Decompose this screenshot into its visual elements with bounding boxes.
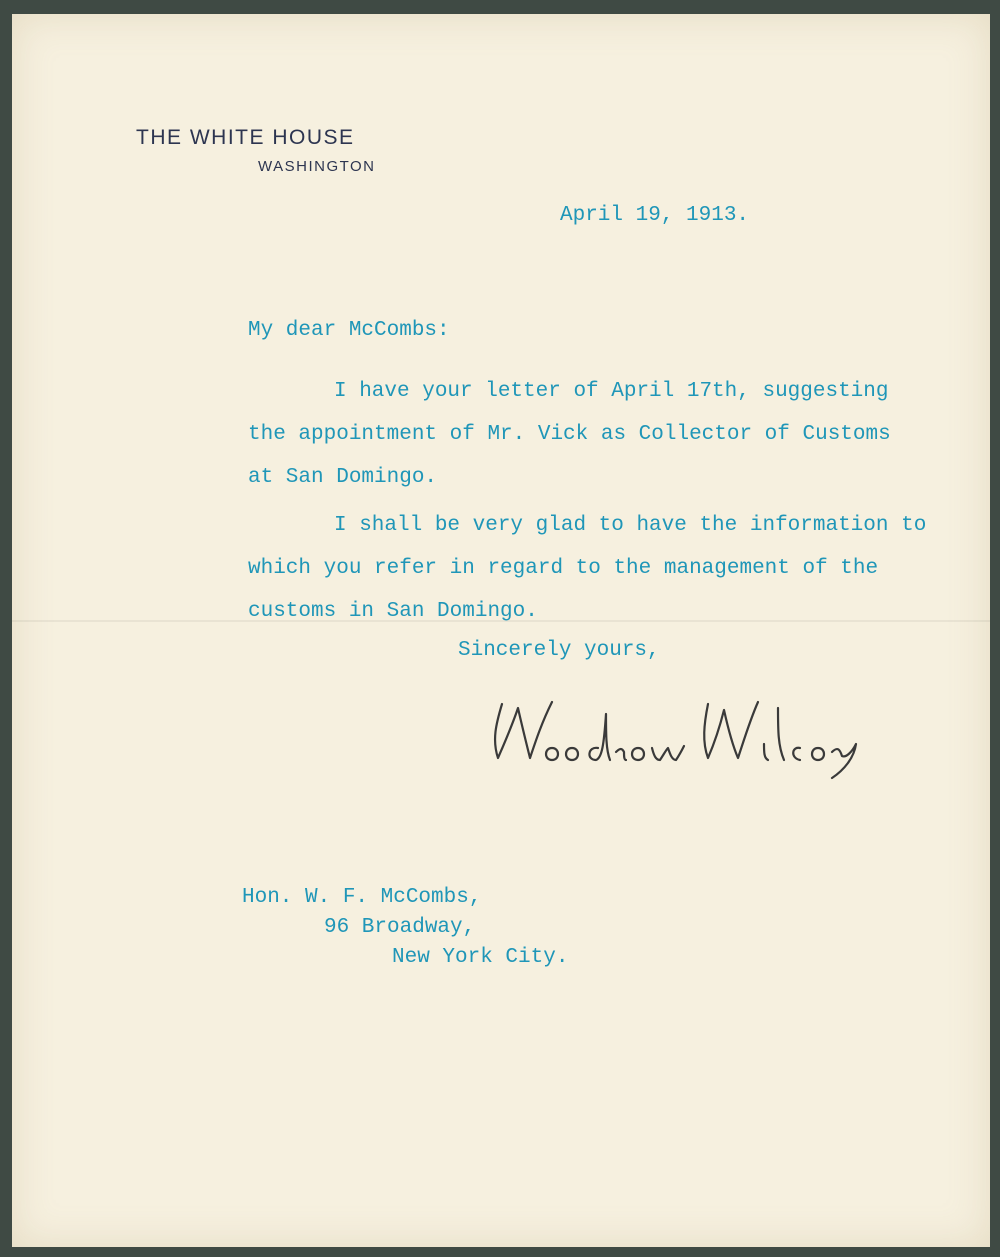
closing: Sincerely yours,	[458, 639, 660, 662]
paragraph-2-line: I shall be very glad to have the information to	[334, 514, 927, 537]
letter-page	[12, 14, 990, 1247]
paragraph-2-line: customs in San Domingo.	[248, 600, 538, 623]
paragraph-1-line: I have your letter of April 17th, suggesting	[334, 380, 889, 403]
address-line-city: New York City.	[392, 946, 569, 969]
letterhead-title: THE WHITE HOUSE	[136, 126, 355, 149]
salutation: My dear McCombs:	[248, 319, 450, 342]
address-line-street: 96 Broadway,	[324, 916, 476, 939]
signature	[482, 674, 862, 784]
address-line-name: Hon. W. F. McCombs,	[242, 886, 482, 909]
paragraph-2	[248, 504, 926, 633]
letter-date: April 19, 1913.	[560, 204, 750, 227]
paragraph-2-line: which you refer in regard to the management of the	[248, 557, 879, 580]
paragraph-1	[248, 370, 891, 499]
paragraph-1-line: the appointment of Mr. Vick as Collector of Customs	[248, 423, 891, 446]
letterhead-city: WASHINGTON	[258, 158, 376, 175]
paragraph-1-line: at San Domingo.	[248, 466, 438, 489]
